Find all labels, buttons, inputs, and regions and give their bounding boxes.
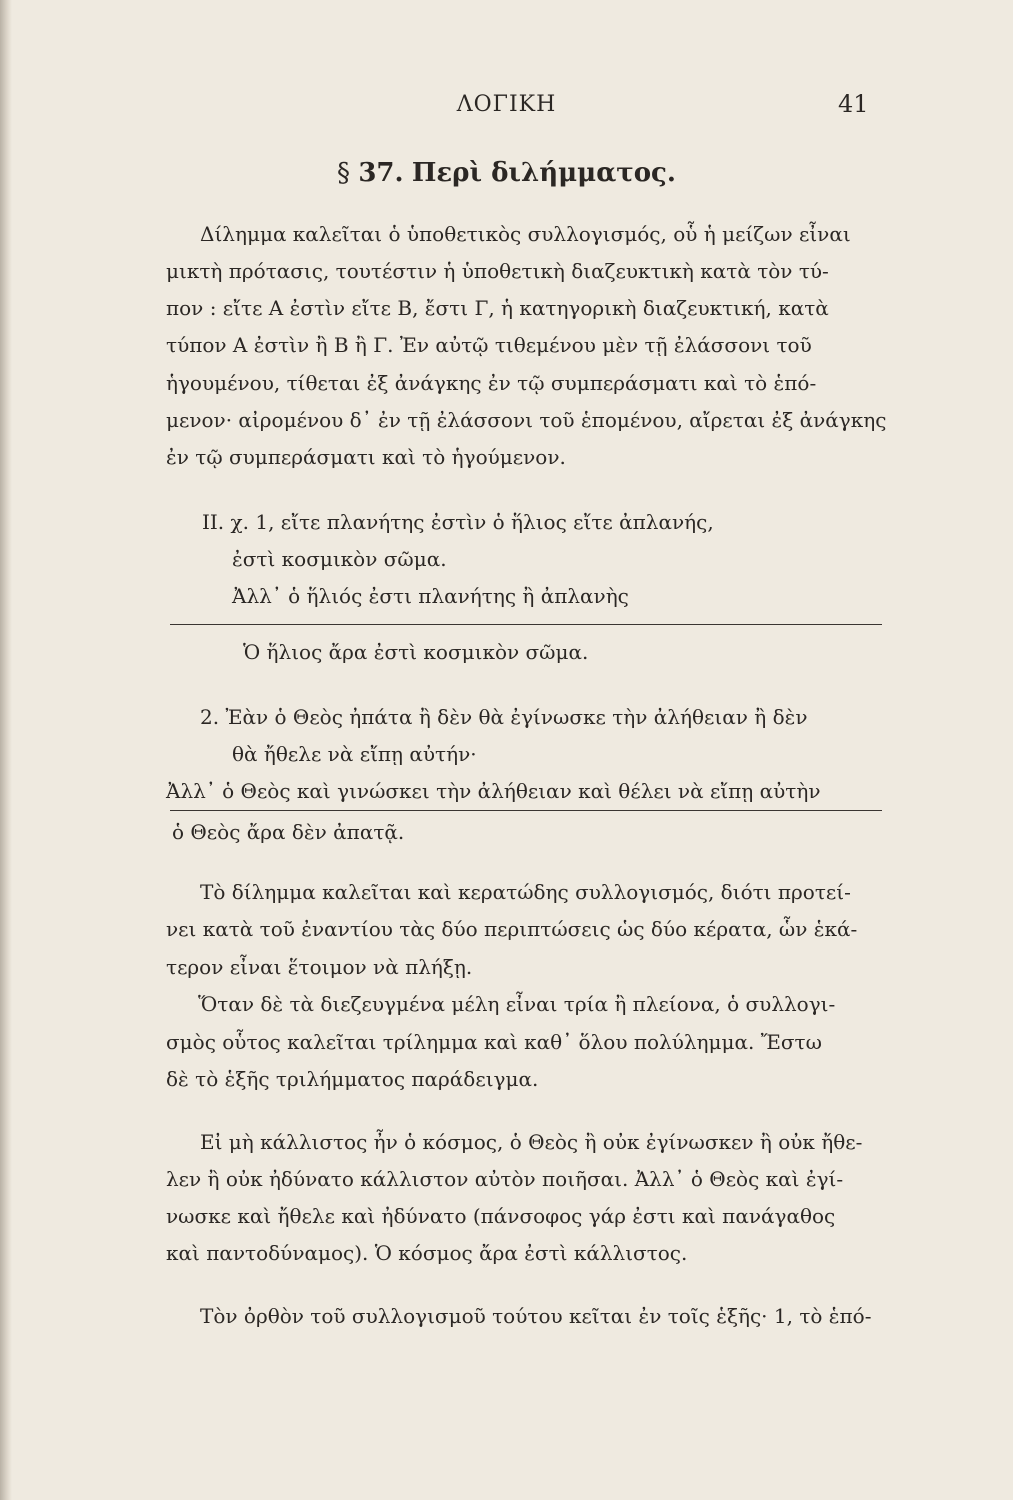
text-line: Εἰ μὴ κάλλιστος ἦν ὁ κόσμος, ὁ Θεὸς ἢ οὐκ ἐγίνωσκεν ἢ οὐκ ἤθε- [200, 1130, 863, 1154]
text-line: ἡγουμένου, τίθεται ἐξ ἀνάγκης ἐν τῷ συμπεράσματι καὶ τὸ ἑπό- [166, 371, 817, 395]
text-line: Τὸ δίλημμα καλεῖται καὶ κερατώδης συλλογισμός, διότι προτεί- [200, 880, 851, 904]
text-line: πον : εἴτε Α ἐστὶν εἴτε Β, ἔστι Γ, ἡ κατηγορικὴ διαζευκτική, κατὰ [166, 296, 829, 320]
text-line: δὲ τὸ ἑξῆς τριλήμματος παράδειγμα. [166, 1067, 539, 1091]
section-symbol: § [337, 158, 351, 188]
example-conclusion: Ὁ ἥλιος ἄρα ἐστὶ κοσμικὸν σῶμα. [243, 640, 589, 664]
example-conclusion: ὁ Θεὸς ἄρα δὲν ἀπατᾷ. [172, 820, 405, 844]
text-line: Δίλημμα καλεῖται ὁ ὑποθετικὸς συλλογισμός, οὗ ἡ μείζων εἶναι [200, 222, 851, 246]
text-line: καὶ παντοδύναμος). Ὁ κόσμος ἄρα ἐστὶ κάλλιστος. [166, 1241, 688, 1265]
section-heading [0, 158, 1013, 188]
page-number: 41 [838, 90, 869, 118]
text-line: νωσκε καὶ ἤθελε καὶ ἠδύνατο (πάνσοφος γάρ ἐστι καὶ πανάγαθος [166, 1204, 836, 1228]
text-line: μενον· αἰρομένου δ᾽ ἐν τῇ ἐλάσσονι τοῦ ἑπομένου, αἴρεται ἐξ ἀνάγκης [166, 408, 887, 432]
text-line: Τὸν ὀρθὸν τοῦ συλλογισμοῦ τούτου κεῖται ἐν τοῖς ἑξῆς· 1, τὸ ἑπό- [200, 1304, 872, 1328]
conclusion-rule [170, 810, 882, 811]
text-line: λεν ἢ οὐκ ἠδύνατο κάλλιστον αὐτὸν ποιῆσαι. Ἀλλ᾽ ὁ Θεὸς καὶ ἐγί- [166, 1167, 844, 1191]
example-line: II. χ. 1, εἴτε πλανήτης ἐστὶν ὁ ἥλιος εἴτε ἀπλανής, [202, 510, 714, 534]
example-line: ἐστὶ κοσμικὸν σῶμα. [232, 547, 447, 571]
example-line: θὰ ἤθελε νὰ εἴπῃ αὐτήν· [232, 742, 477, 766]
conclusion-rule [170, 624, 882, 625]
text-line: τερον εἶναι ἕτοιμον νὰ πλήξῃ. [166, 955, 473, 979]
text-line: Ὅταν δὲ τὰ διεζευγμένα μέλη εἶναι τρία ἢ πλείονα, ὁ συλλογι- [198, 992, 836, 1016]
example-line: Ἀλλ᾽ ὁ Θεὸς καὶ γινώσκει τὴν ἀλήθειαν καὶ θέλει νὰ εἴπῃ αὐτὴν [166, 779, 821, 803]
section-title: Περὶ διλήμματος. [411, 158, 676, 188]
text-line: μικτὴ πρότασις, τουτέστιν ἡ ὑποθετικὴ διαζευκτικὴ κατὰ τὸν τύ- [166, 259, 829, 283]
section-number: 37. [358, 158, 404, 188]
text-line: νει κατὰ τοῦ ἐναντίου τὰς δύο περιπτώσεις ὡς δύο κέρατα, ὧν ἑκά- [166, 917, 858, 941]
text-line: σμὸς οὗτος καλεῖται τρίλημμα καὶ καθ᾽ ὅλου πολύλημμα. Ἔστω [166, 1030, 822, 1054]
example-line: 2. Ἐὰν ὁ Θεὸς ἠπάτα ἢ δὲν θὰ ἐγίνωσκε τὴν ἀλήθειαν ἢ δὲν [200, 705, 808, 729]
running-header: ΛΟΓΙΚΗ [456, 92, 557, 117]
text-line: τύπον Α ἐστὶν ἢ Β ἢ Γ. Ἐν αὐτῷ τιθεμένου μὲν τῇ ἐλάσσονι τοῦ [166, 333, 812, 357]
text-line: ἐν τῷ συμπεράσματι καὶ τὸ ἡγούμενον. [166, 445, 566, 469]
example-line: Ἀλλ᾽ ὁ ἥλιός ἐστι πλανήτης ἢ ἀπλανὴς [232, 584, 629, 608]
